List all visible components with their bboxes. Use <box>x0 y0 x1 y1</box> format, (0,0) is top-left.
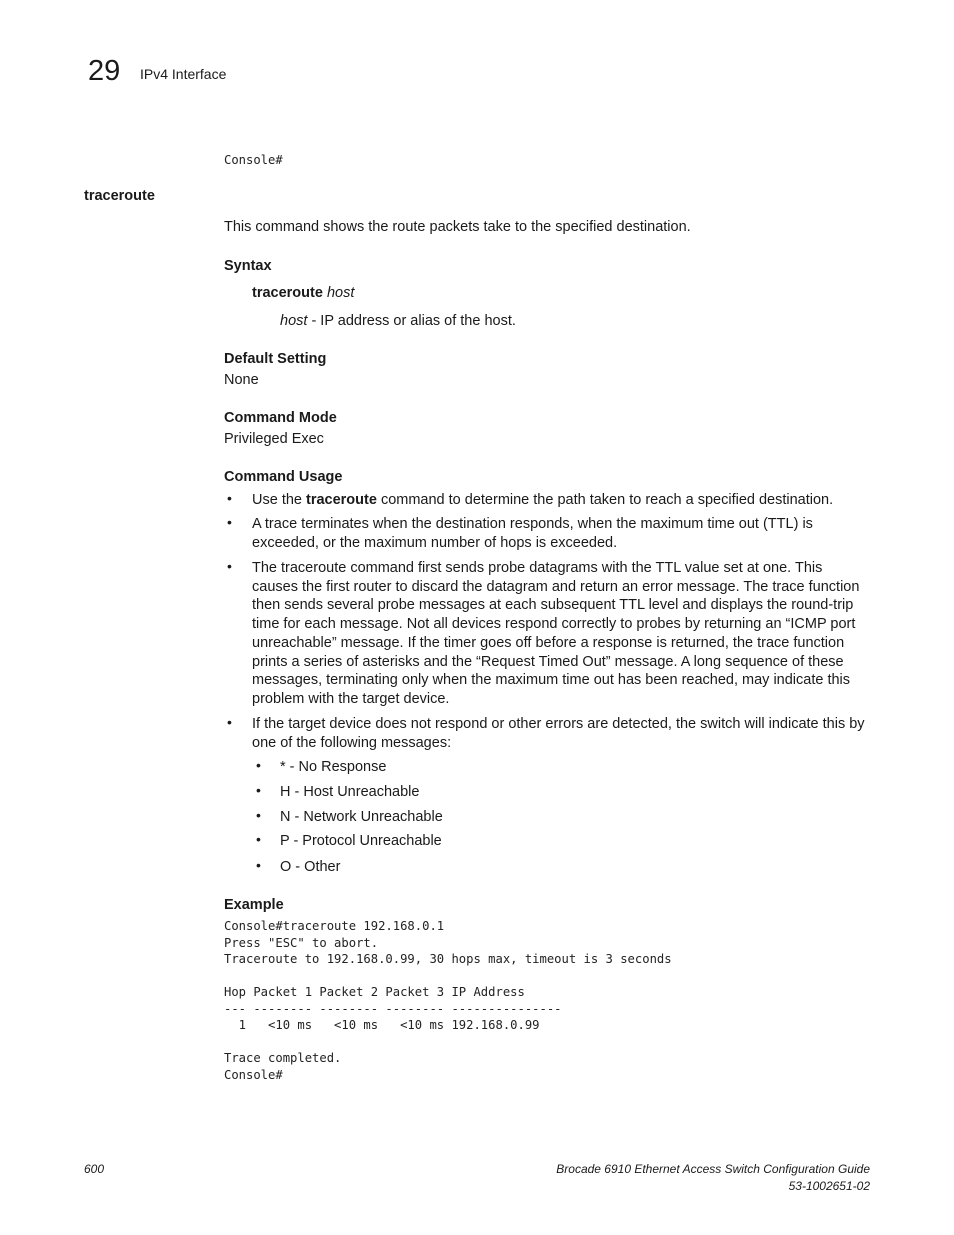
usage-bullet-2: A trace terminates when the destination responds, when the maximum time out (TTL) is exceeded, or the maximum number of hops is exceeded. <box>252 516 813 551</box>
param-name: host <box>280 313 308 329</box>
sub-bullet-dot: • <box>256 757 261 773</box>
param-desc: - IP address or alias of the host. <box>307 313 516 329</box>
command-usage-heading: Command Usage <box>224 469 343 485</box>
bullet1-pre: Use the <box>252 492 306 508</box>
sub-item: O - Other <box>280 859 341 875</box>
sub-item: * - No Response <box>280 759 387 775</box>
chapter-title: IPv4 Interface <box>140 66 227 82</box>
usage-bullet-3: The traceroute command first sends probe datagrams with the TTL value set at one. This causes the first router to discard the datagram and return an error message. The trace function then sends several probe messages at each subsequent TTL level and displays the round-trip time for each message. Not all devices respond correctly to probes by returning an “ICMP port unreachable” message. If the timer goes off before a response is returned, the trace function prints a series of asterisks and the “Request Timed Out” message. A long sequence of these messages, terminating only when the maximum time out has been reached, may indicate this problem with the target device. <box>252 560 860 707</box>
top-code-block: Console# <box>224 153 283 167</box>
syntax-param <box>280 313 516 329</box>
guide-title: Brocade 6910 Ethernet Access Switch Configuration Guide <box>556 1162 870 1176</box>
bullet1-post: command to determine the path taken to reach a specified destination. <box>376 492 834 508</box>
doc-number: 53-1002651-02 <box>788 1179 870 1193</box>
sub-bullet-dot: • <box>256 831 261 847</box>
page-number: 600 <box>84 1162 105 1176</box>
bullet-dot: • <box>227 514 232 530</box>
bullet-dot: • <box>227 490 232 506</box>
default-setting-heading: Default Setting <box>224 351 327 367</box>
syntax-line <box>252 285 354 301</box>
chapter-number: 29 <box>88 55 121 87</box>
section-title: traceroute <box>84 188 155 204</box>
example-code-block: Console#traceroute 192.168.0.1 Press "ESC" to abort. Traceroute to 192.168.0.99, 30 hops max, timeout is 3 seconds Hop Packet 1 Packet 2 Packet 3 IP Address --- -------- -------- -------- --------------- 1 <10 ms <10 ms <10 ms 192.168.0.99 Trace completed. Console# <box>224 919 672 1082</box>
description: This command shows the route packets take to the specified destination. <box>224 219 691 235</box>
command-mode-heading: Command Mode <box>224 410 337 426</box>
sub-bullet-dot: • <box>256 857 261 873</box>
bullet1-cmd: traceroute <box>306 492 377 508</box>
sub-bullet-dot: • <box>256 782 261 798</box>
example-heading: Example <box>224 897 284 913</box>
sub-item: P - Protocol Unreachable <box>280 833 442 849</box>
syntax-arg: host <box>326 285 355 301</box>
usage-bullet-1 <box>252 491 866 510</box>
command-mode-value: Privileged Exec <box>224 431 324 447</box>
bullet-dot: • <box>227 714 232 730</box>
syntax-command: traceroute <box>252 285 323 301</box>
syntax-heading: Syntax <box>224 258 272 274</box>
bullet-dot: • <box>227 558 232 574</box>
sub-bullet-dot: • <box>256 807 261 823</box>
sub-item: H - Host Unreachable <box>280 784 420 800</box>
usage-bullet-4: If the target device does not respond or other errors are detected, the switch will indicate this by one of the following messages: <box>252 716 865 751</box>
default-setting-value: None <box>224 372 259 388</box>
sub-item: N - Network Unreachable <box>280 809 443 825</box>
